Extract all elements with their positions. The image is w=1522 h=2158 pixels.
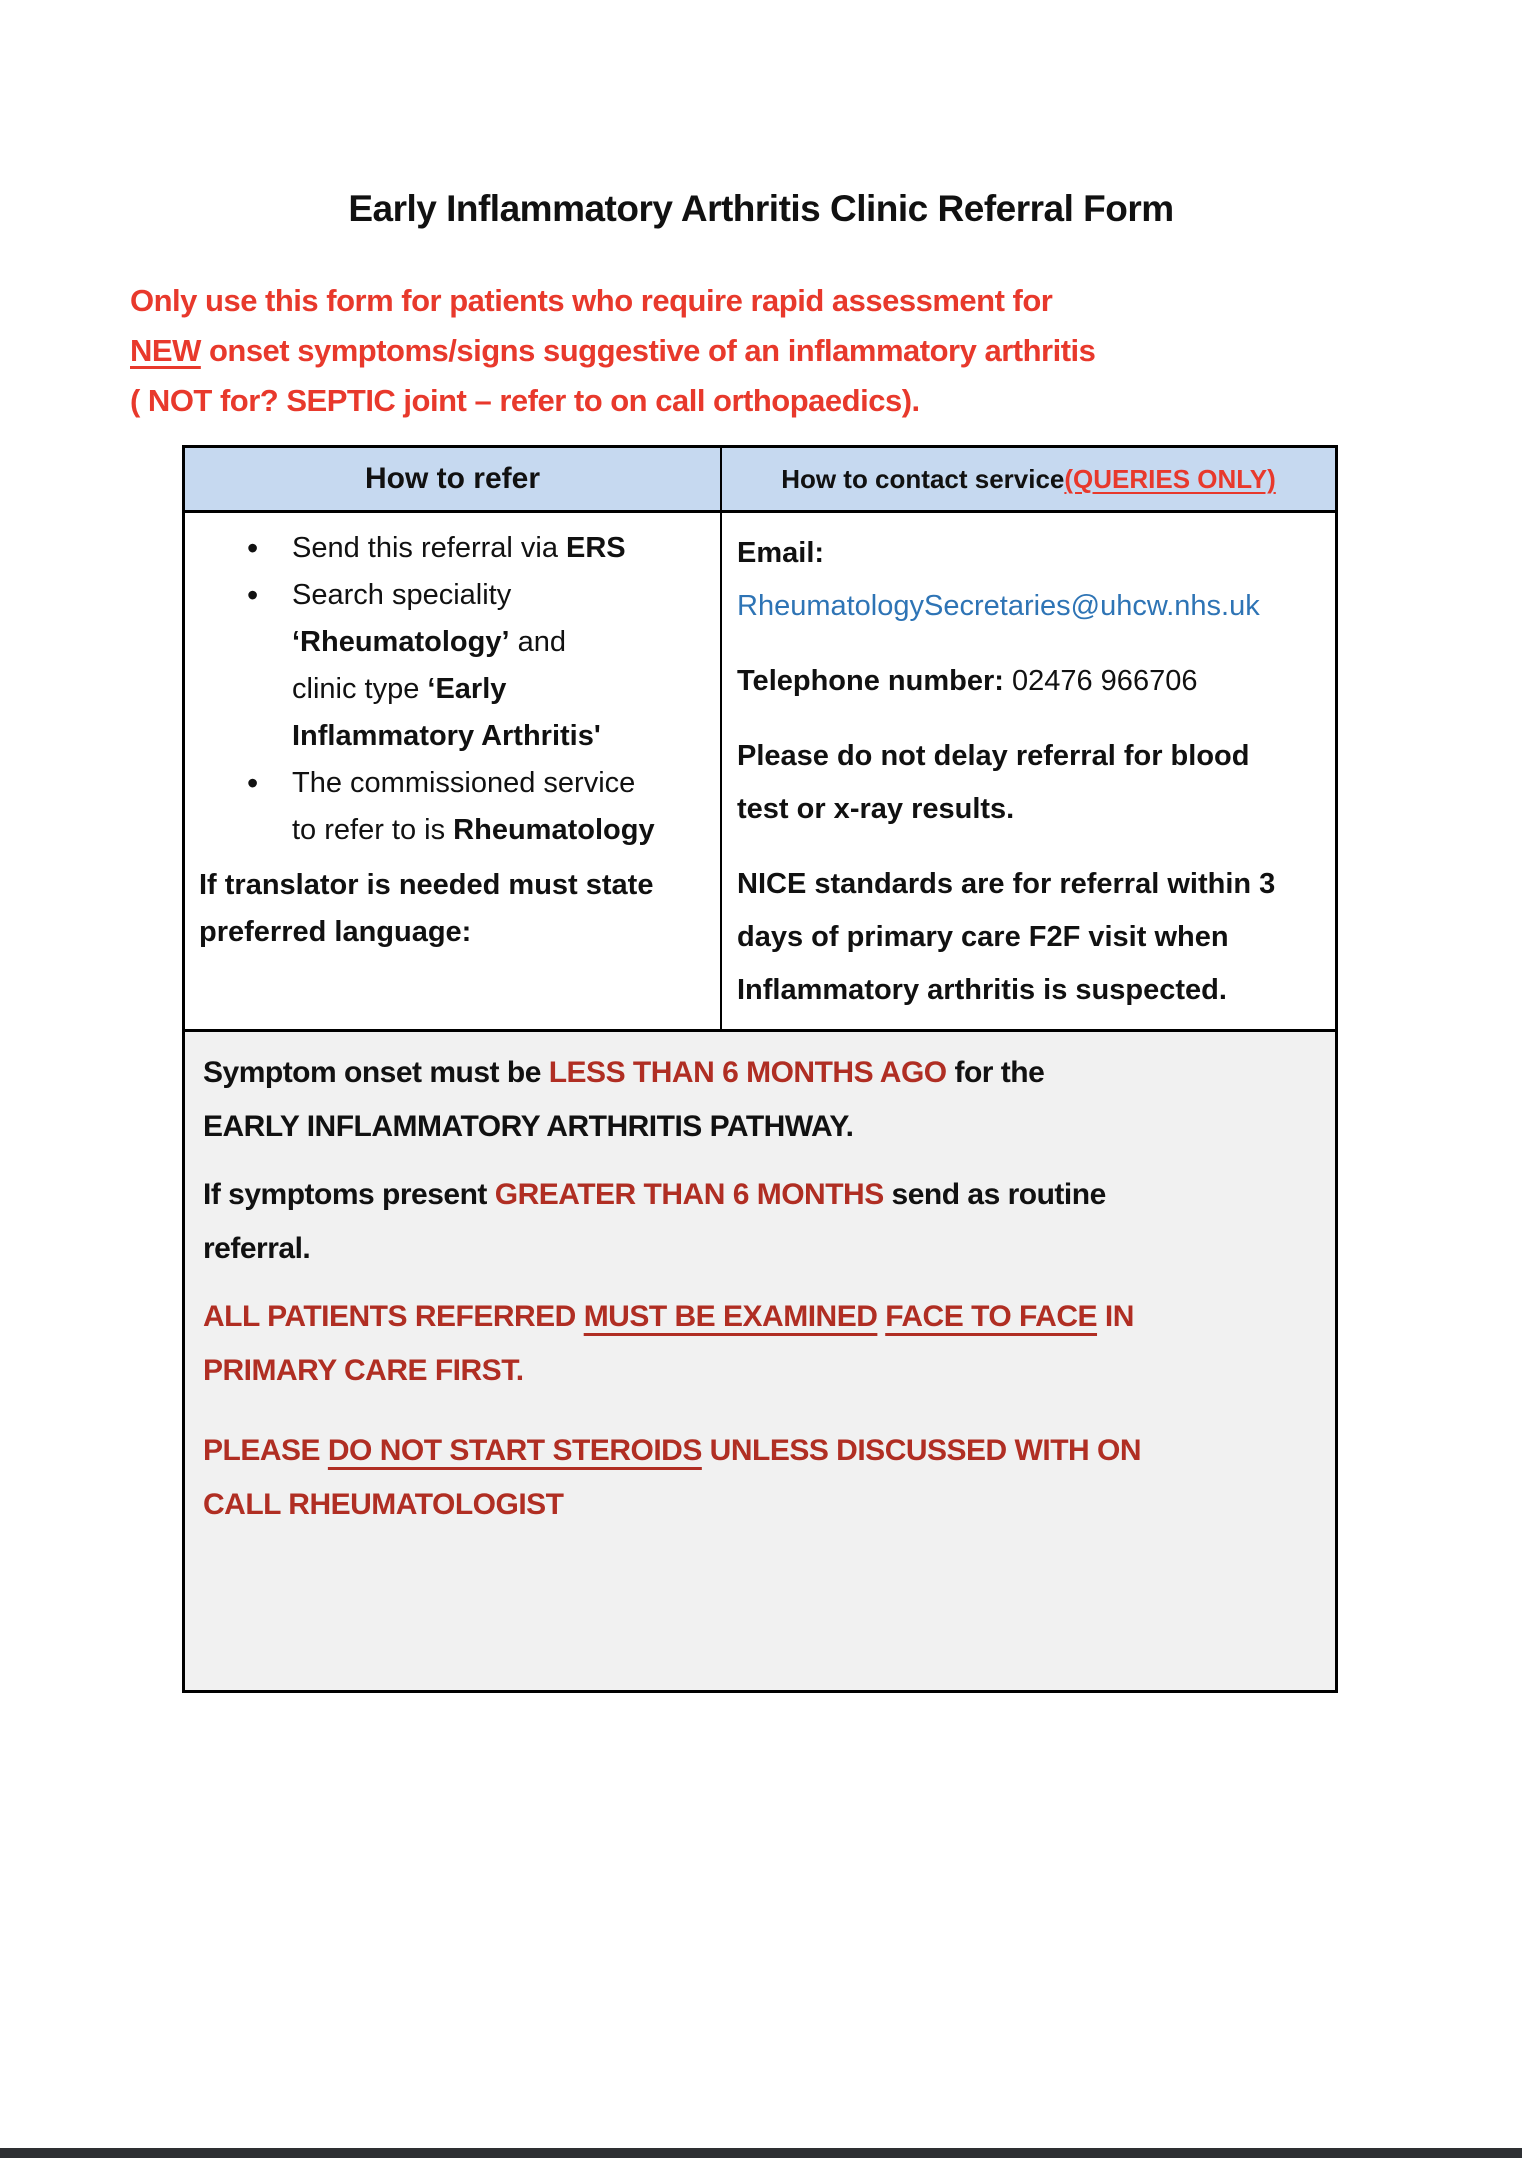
text-segment: ALL PATIENTS REFERRED <box>203 1300 584 1333</box>
text-segment: 02476 966706 <box>1011 665 1198 697</box>
text-segment: Rheumatology <box>453 814 655 846</box>
text-segment: send as routine <box>883 1178 1106 1211</box>
refer-step <box>247 525 714 572</box>
text-segment: CALL RHEUMATOLOGIST <box>203 1488 564 1521</box>
text-segment: ‘Early <box>427 673 507 705</box>
text-segment: PLEASE <box>203 1434 328 1467</box>
text-segment: PRIMARY CARE FIRST. <box>203 1354 524 1387</box>
text-segment: How to contact service <box>781 463 1065 494</box>
text-segment: for the <box>946 1056 1045 1089</box>
text-segment: Please do not delay referral for blood <box>737 740 1250 772</box>
table-body-row <box>185 513 1335 1039</box>
text-segment: LESS THAN 6 MONTHS AGO <box>548 1056 947 1089</box>
text-segment: ERS <box>566 532 626 564</box>
text-segment: NICE standards are for referral within 3 <box>737 868 1276 900</box>
text-segment: GREATER THAN 6 MONTHS <box>494 1178 884 1211</box>
intro-line <box>130 376 1420 426</box>
header-cell-contact-service <box>722 448 1335 510</box>
text-segment: preferred language: <box>199 916 472 948</box>
text-segment: DO NOT START STEROIDS <box>327 1434 702 1467</box>
table-header-row <box>185 448 1335 513</box>
page-title: Early Inflammatory Arthritis Clinic Referral Form <box>348 188 1174 229</box>
alert-paragraph <box>203 1168 1315 1276</box>
text-segment: to refer to is <box>292 814 454 846</box>
text-segment: NEW <box>130 333 201 368</box>
email-link[interactable]: RheumatologySecretaries@uhcw.nhs.uk <box>737 590 1260 622</box>
referral-table <box>182 445 1338 1042</box>
contact-service-cell <box>722 513 1335 1039</box>
text-segment: If symptoms present <box>203 1178 495 1211</box>
intro-line <box>130 276 1420 326</box>
text-segment: Email: <box>737 537 825 569</box>
bottom-edge-bar <box>0 2148 1522 2158</box>
text-segment: Send this referral via <box>292 532 567 564</box>
alert-paragraph <box>203 1424 1315 1532</box>
pathway-alert-box <box>182 1029 1338 1693</box>
text-segment: Inflammatory Arthritis' <box>292 720 601 752</box>
alert-paragraph <box>203 1046 1315 1154</box>
contact-paragraph <box>737 730 1320 836</box>
text-segment: The commissioned service <box>292 767 636 799</box>
text-segment: MUST BE EXAMINED <box>583 1300 878 1333</box>
text-segment: test or x-ray results. <box>737 793 1015 825</box>
text-segment: IN <box>1097 1300 1134 1333</box>
text-segment: Only use this form for patients who require rapid assessment for <box>130 283 1053 318</box>
contact-paragraph <box>737 527 1320 633</box>
text-segment: Telephone number: <box>737 665 1012 697</box>
text-segment: FACE TO FACE <box>885 1300 1098 1333</box>
alert-paragraph <box>203 1290 1315 1398</box>
text-segment: ‘Rheumatology’ <box>292 626 510 658</box>
text-segment: Inflammatory arthritis is suspected. <box>737 974 1227 1006</box>
text-segment: and <box>509 626 566 658</box>
intro-warning <box>130 276 1420 426</box>
text-segment: onset symptoms/signs suggestive of an inflammatory arthritis <box>200 333 1096 368</box>
text-segment: Symptom onset must be <box>203 1056 549 1089</box>
text-segment: referral. <box>203 1232 311 1265</box>
contact-paragraph <box>737 858 1320 1017</box>
refer-steps-list <box>199 525 714 854</box>
text-segment: days of primary care F2F visit when <box>737 921 1229 953</box>
text-segment: (QUERIES ONLY) <box>1064 463 1276 494</box>
text-segment: EARLY INFLAMMATORY ARTHRITIS PATHWAY. <box>203 1110 854 1143</box>
text-segment: Search speciality <box>292 579 512 611</box>
intro-line <box>130 326 1420 376</box>
text-segment: UNLESS DISCUSSED WITH ON <box>701 1434 1142 1467</box>
contact-paragraph <box>737 655 1320 708</box>
refer-step <box>247 760 714 854</box>
refer-instructions-cell <box>185 513 722 1039</box>
header-cell-how-to-refer: How to refer <box>185 448 722 510</box>
text-segment: clinic type <box>292 673 428 705</box>
refer-step <box>247 572 714 760</box>
text-segment: ( NOT for? SEPTIC joint – refer to on call orthopaedics). <box>130 383 920 418</box>
translator-note <box>199 862 714 956</box>
text-segment: If translator is needed must state <box>199 869 654 901</box>
